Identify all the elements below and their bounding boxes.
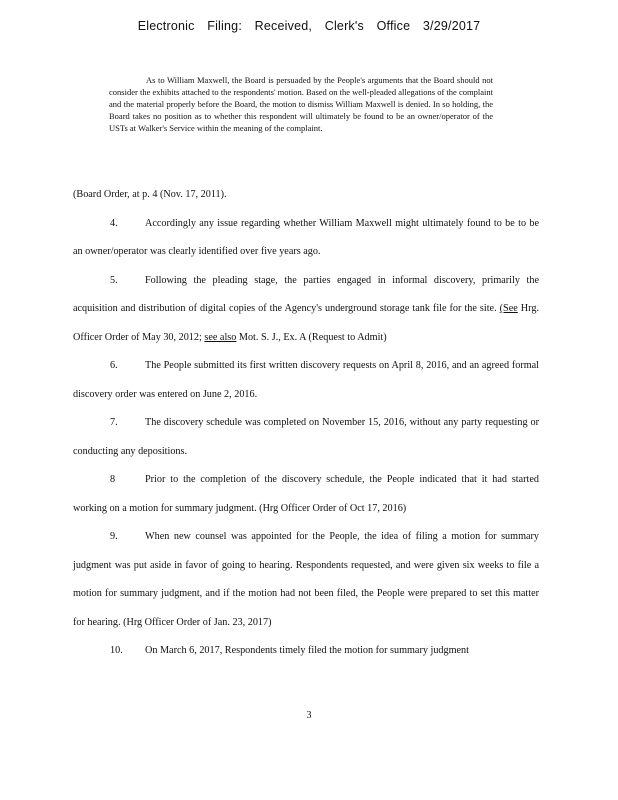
see-signal: (See: [499, 303, 518, 314]
citation: (Board Order, at p. 4 (Nov. 17, 2011).: [73, 189, 227, 200]
paragraph-number: 10.: [110, 645, 123, 656]
citation-middle: Hrg. Officer Order of May 30, 2012;: [73, 303, 539, 343]
paragraph-4: [73, 210, 539, 267]
paragraph-10: [73, 637, 539, 666]
paragraph-number: 8: [110, 474, 116, 485]
paragraph-number: 7.: [110, 417, 118, 428]
paragraph-6: [73, 352, 539, 409]
paragraph-text: Prior to the completion of the discovery schedule, the People indicated that it had started working on a motion for summary judgment. (Hrg Officer Order of Oct 17, 2016): [73, 474, 539, 514]
paragraph-7: [73, 409, 539, 466]
paragraph-number: 5.: [110, 274, 118, 286]
paragraph-9: [73, 523, 539, 637]
paragraph-number: 9.: [110, 531, 118, 542]
efiling-header: Electronic Filing: Received, Clerk's Office 3/29/2017: [137, 19, 481, 33]
paragraph-text: When new counsel was appointed for the People, the idea of filing a motion for summary judgment was put aside in favor of going to hearing. Respondents requested, and were given six weeks to file a motion for summary judgment, and if the motion had not been filed, the People were prepared to set this matter for hearing. (Hrg Officer Order of Jan. 23, 2017): [73, 531, 539, 628]
paragraph-text: The discovery schedule was completed on November 15, 2016, without any party requesting or conducting any depositions.: [73, 417, 539, 457]
document-body: [73, 181, 539, 666]
paragraph-8: [73, 466, 539, 523]
paragraph-text: Accordingly any issue regarding whether William Maxwell might ultimately found to be to be an owner/operator was clearly identified over five years ago.: [73, 217, 539, 257]
paragraph-5: [73, 267, 539, 353]
block-quote: As to William Maxwell, the Board is persuaded by the People's arguments that the Board should not consider the exhibits attached to the respondents' motion. Based on the well-pleaded allegations of the complaint and the material properly before the Board, the motion to dismiss William Maxwell is denied. In so holding, the Board takes no position as to whether this respondent will ultimately be found to be an owner/operator of the USTs at Walker's Service within the meaning of the complaint.: [109, 75, 493, 134]
paragraph-text: The People submitted its first written discovery requests on April 8, 2016, and an agreed formal discovery order was entered on June 2, 2016.: [73, 360, 539, 400]
page-number: 3: [306, 710, 312, 721]
paragraph-number: 6.: [110, 360, 118, 371]
see-also-signal: see also: [204, 331, 237, 343]
paragraph-text: On March 6, 2017, Respondents timely filed the motion for summary judgment: [145, 645, 469, 656]
paragraph-text: Following the pleading stage, the parties engaged in informal discovery, primarily the acquisition and distribution of digital copies of the Agency's underground storage tank file for the site.: [73, 274, 539, 314]
paragraph-number: 4.: [110, 217, 118, 229]
citation-tail: Mot. S. J., Ex. A (Request to Admit): [236, 331, 387, 343]
